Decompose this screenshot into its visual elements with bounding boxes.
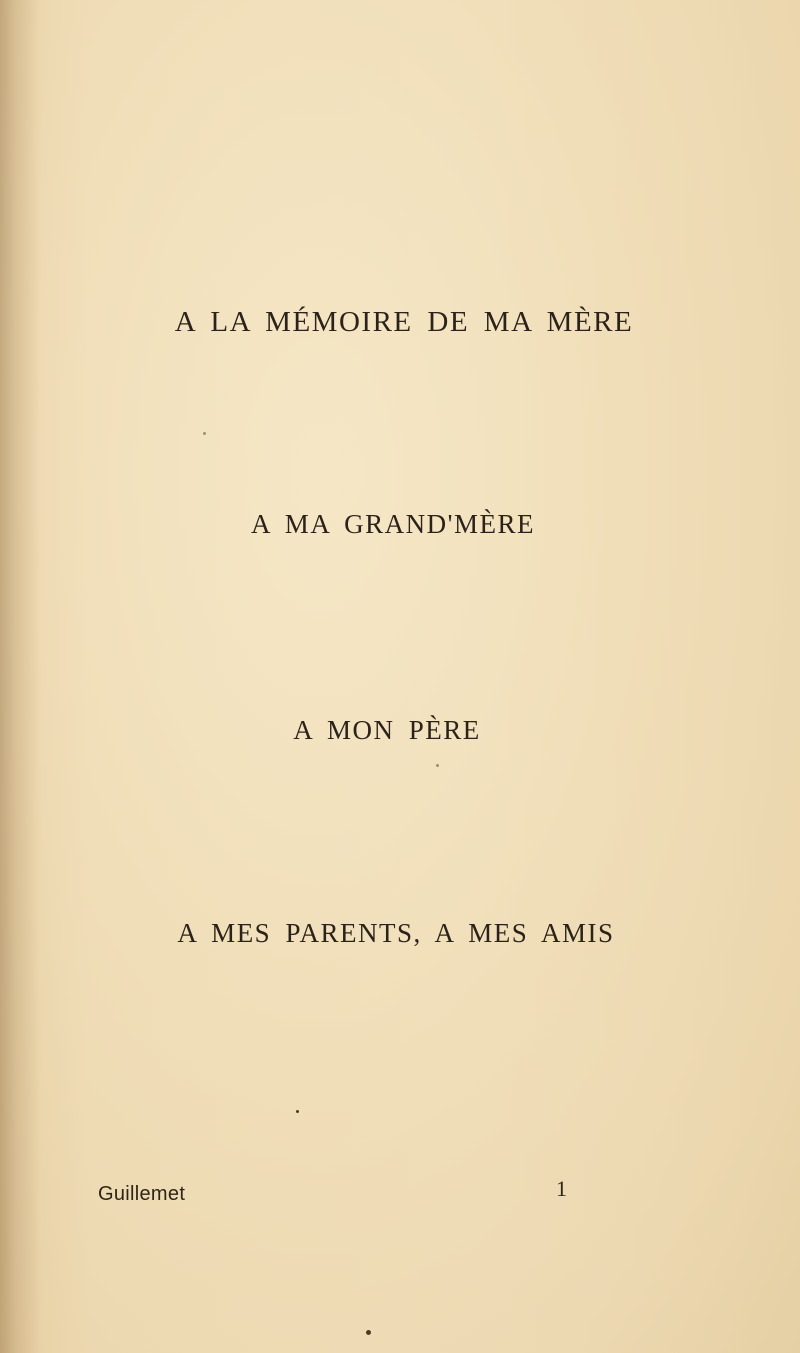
dedication-father: A MON PÈRE xyxy=(293,715,481,745)
printer-signature: Guillemet xyxy=(98,1183,186,1205)
dedication-mother: A LA MÉMOIRE DE MA MÈRE xyxy=(174,306,634,338)
paper-speck xyxy=(296,1110,299,1113)
paper-speck xyxy=(436,764,439,767)
dedication-grandmother: A MA GRAND'MÈRE xyxy=(251,509,535,539)
binding-shadow xyxy=(0,0,40,1353)
signature-number: 1 xyxy=(556,1176,567,1201)
paper-speck xyxy=(366,1330,371,1335)
paper-speck xyxy=(203,432,206,435)
dedication-family-friends: A MES PARENTS, A MES AMIS xyxy=(177,918,615,948)
